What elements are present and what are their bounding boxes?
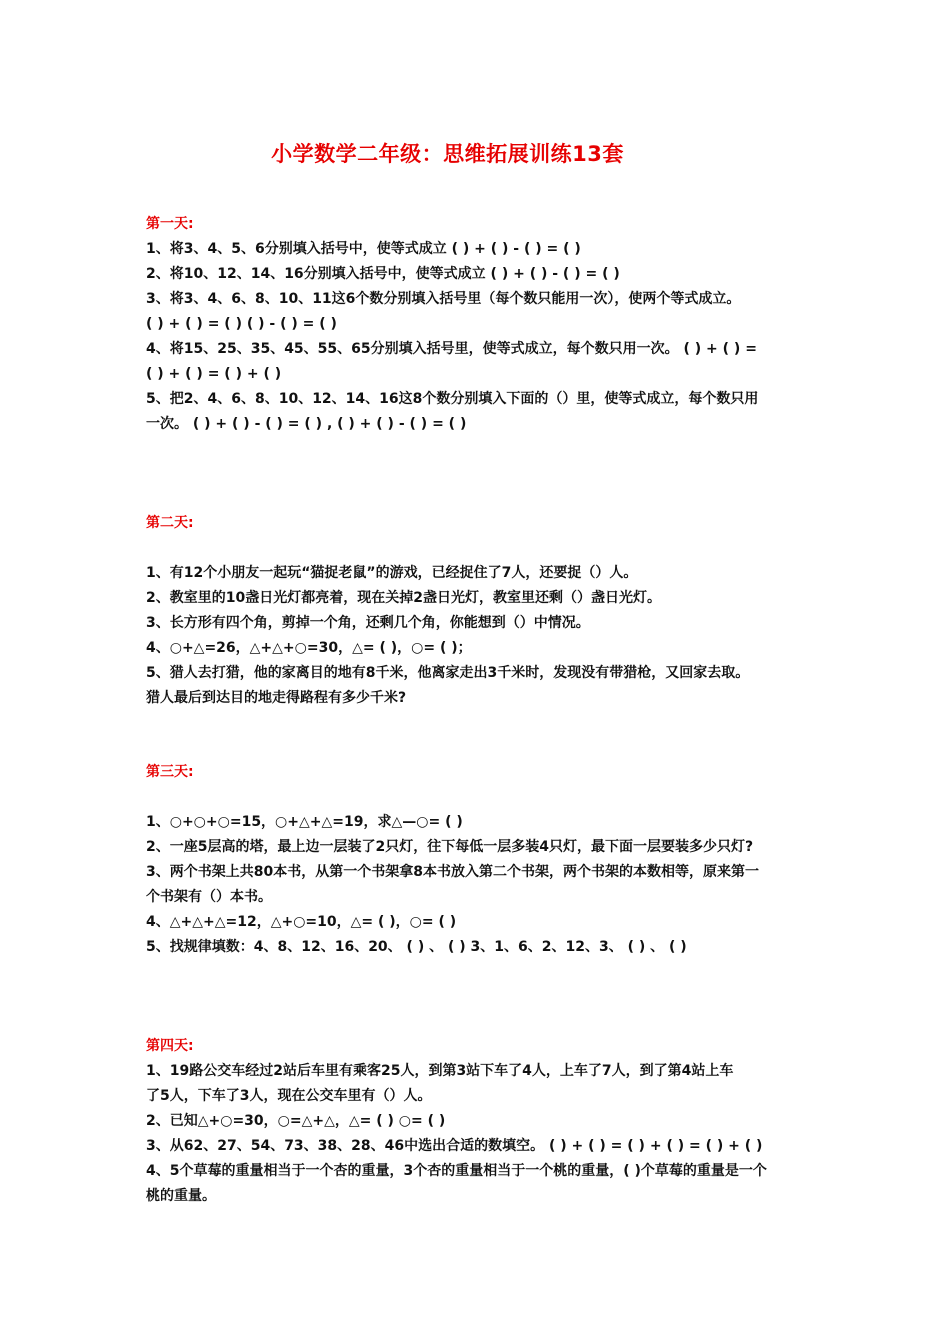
- question-line: 5、猎人去打猎，他的家离目的地有8千米，他离家走出3千米时，发现没有带猎枪，又回家去取。: [146, 665, 750, 681]
- section-day-2: [146, 511, 826, 711]
- question-line: ( ) + ( ) = ( ) + ( ): [146, 366, 282, 382]
- question-line: 1、○+○+○=15，○+△+△=19，求△—○= ( ): [146, 814, 463, 830]
- section-day-4: [146, 1034, 826, 1209]
- question-line: 5、找规律填数：4、8、12、16、20、 ( ) 、 ( ) 3、1、6、2、12、3、 ( ) 、 ( ): [146, 939, 687, 955]
- question-line: 2、已知△+○=30，○=△+△，△= ( ) ○= ( ): [146, 1113, 446, 1129]
- question-line: 4、将15、25、35、45、55、65分别填入括号里，使等式成立，每个数只用一次。 ( ) + ( ) =: [146, 341, 757, 357]
- question-line: 3、从62、27、54、73、38、28、46中选出合适的数填空。 ( ) + ( ) = ( ) + ( ) = ( ) + ( ): [146, 1138, 763, 1154]
- question-line: 4、○+△=26，△+△+○=30，△= ( )，○= ( )；: [146, 640, 472, 656]
- question-line: 4、△+△+△=12，△+○=10，△= ( )，○= ( ): [146, 914, 457, 930]
- question-line: 1、有12个小朋友一起玩“猫捉老鼠”的游戏，已经捉住了7人，还要捉（）人。: [146, 565, 638, 581]
- section-day-1: [146, 212, 826, 437]
- section-heading: 第二天:: [146, 515, 194, 531]
- document-title: 小学数学二年级：思维拓展训练13套: [271, 142, 624, 166]
- question-line: 2、一座5层高的塔，最上边一层装了2只灯，往下每低一层多装4只灯，最下面一层要装多少只灯?: [146, 839, 754, 855]
- question-line: 1、将3、4、5、6分别填入括号中，使等式成立 ( ) + ( ) - ( ) = ( ): [146, 241, 581, 257]
- question-line: 5、把2、4、6、8、10、12、14、16这8个数分别填入下面的（）里，使等式成立，每个数只用: [146, 391, 759, 407]
- section-heading: 第一天:: [146, 216, 194, 232]
- question-line: 2、教室里的10盏日光灯都亮着，现在关掉2盏日光灯，教室里还剩（）盏日光灯。: [146, 590, 661, 606]
- question-line: 猎人最后到达目的地走得路程有多少千米?: [146, 690, 407, 706]
- question-line: 4、5个草莓的重量相当于一个杏的重量，3个杏的重量相当于一个桃的重量，( )个草莓的重量是一个: [146, 1163, 767, 1179]
- question-line: 一次。 ( ) + ( ) - ( ) = ( ) , ( ) + ( ) - ( ) = ( ): [146, 416, 467, 432]
- question-line: 3、长方形有四个角，剪掉一个角，还剩几个角，你能想到（）中情况。: [146, 615, 590, 631]
- section-day-3: [146, 760, 826, 960]
- question-line: 了5人，下车了3人，现在公交车里有（）人。: [146, 1088, 432, 1104]
- section-heading: 第四天:: [146, 1038, 194, 1054]
- question-line: ( ) + ( ) = ( ) ( ) - ( ) = ( ): [146, 316, 337, 332]
- question-line: 1、19路公交车经过2站后车里有乘客25人，到第3站下车了4人，上车了7人，到了第4站上车: [146, 1063, 734, 1079]
- question-line: 2、将10、12、14、16分别填入括号中，使等式成立 ( ) + ( ) - ( ) = ( ): [146, 266, 620, 282]
- section-heading: 第三天:: [146, 764, 194, 780]
- question-line: 3、将3、4、6、8、10、11这6个数分别填入括号里（每个数只能用一次），使两个等式成立。: [146, 291, 741, 307]
- question-line: 3、两个书架上共80本书，从第一个书架拿8本书放入第二个书架，两个书架的本数相等，原来第一: [146, 864, 759, 880]
- question-line: 个书架有（）本书。: [146, 889, 272, 905]
- question-line: 桃的重量。: [146, 1188, 216, 1204]
